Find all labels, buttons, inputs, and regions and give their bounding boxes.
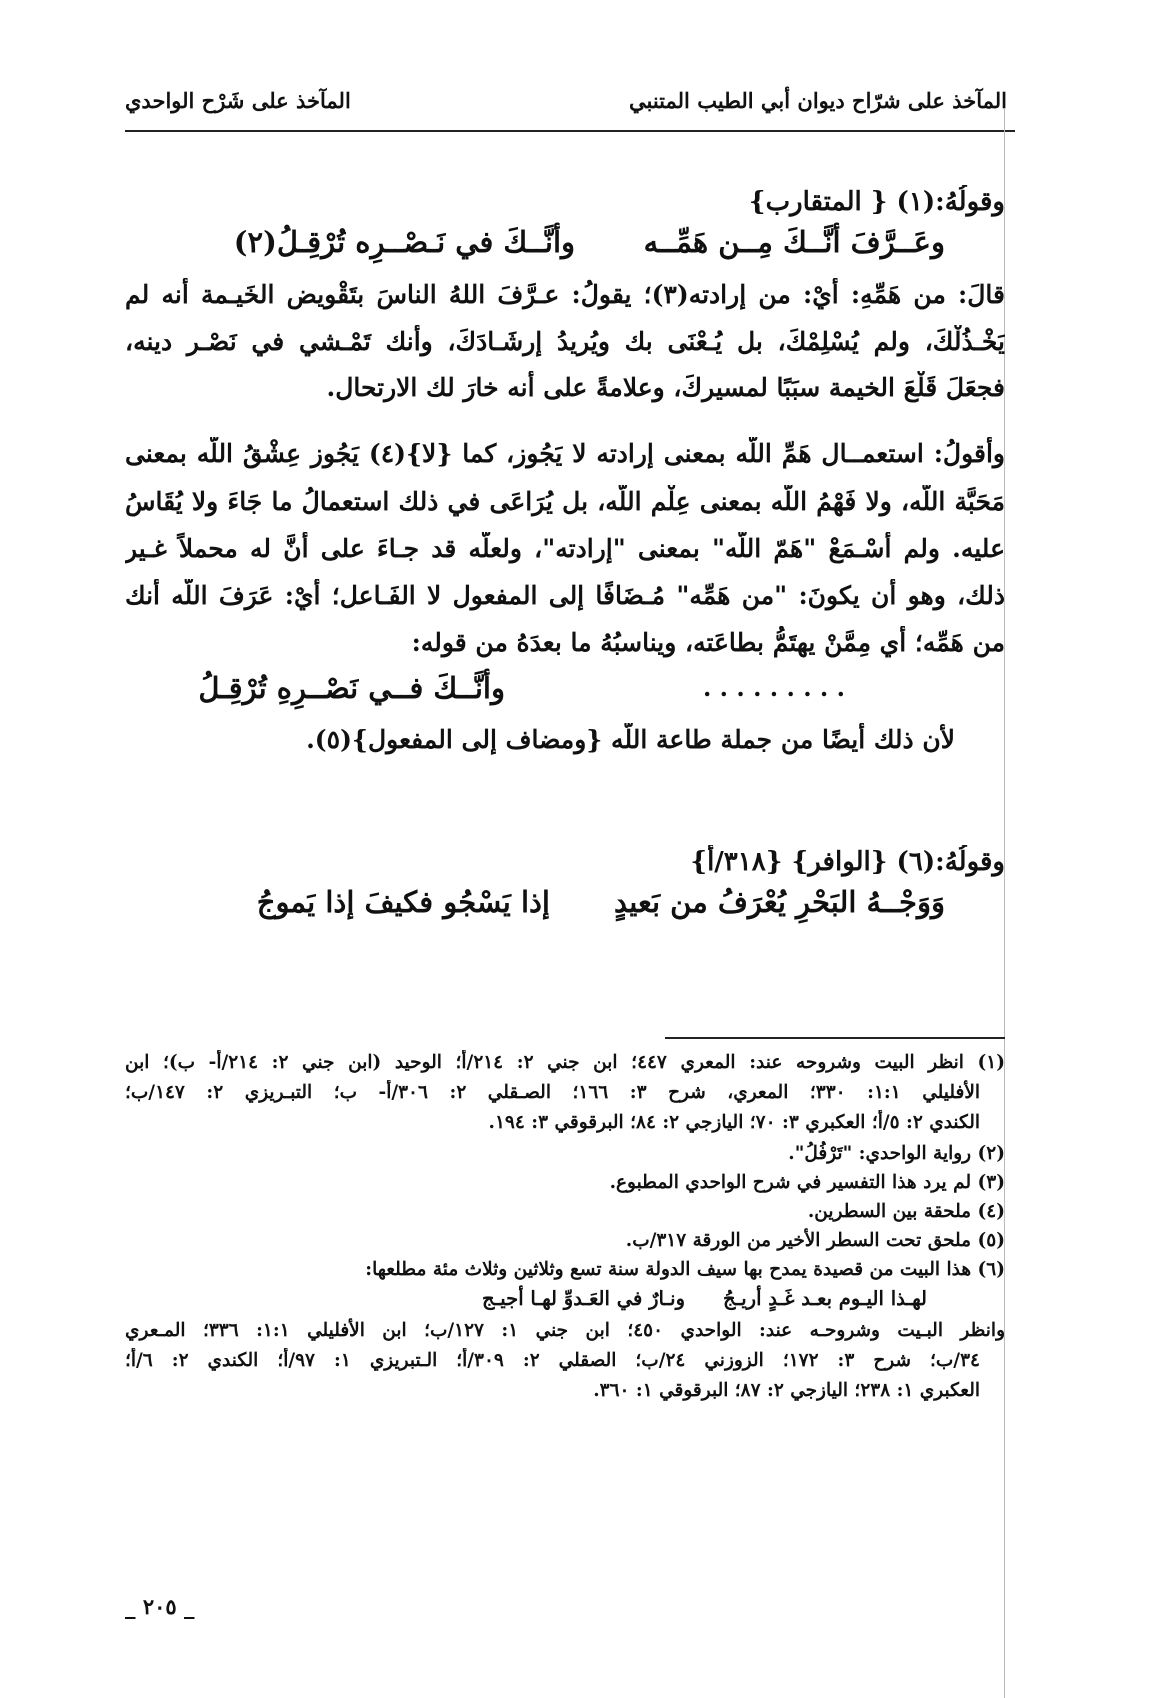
body-line: يَخْـذُلْكَ، ولم يُسْلِمْكَ، بل يُـعْنَى بك ويُريدُ إرشَـادَكَ، وأنك تَمْـشي في نَصْـر دينه، xyxy=(125,327,1005,356)
verse-1-first-hemistich: وعَــرَّفَ أنَّــكَ مِــن هَمِّــه xyxy=(643,225,945,259)
body-line: فجعَلَ قَلْعَ الخيمة سبَبًا لمسيركَ، وعلامةً على أنه خارَ لك الارتحال. xyxy=(326,373,1005,402)
footnote-6: (٦) هذا البيت من قصيدة يمدح بها سيف الدولة سنة تسع وثلاثين وثلاث مئة مطلعها: xyxy=(365,1259,1005,1280)
footnote-rule xyxy=(665,1037,1005,1039)
body-line: وأقولُ: استعمــال هَمِّ اللّه بمعنى إرادته لا يَجُوز، كما {لا}(٤) يَجُوز عِشْقُ اللّه بمعنى xyxy=(125,439,1005,468)
footnote-6-line: العكبري ١: ٢٣٨؛ اليازجي ٢: ٨٧؛ البرقوقي ١: ٣٦٠. xyxy=(593,1380,980,1401)
footnote-2: (٢) رواية الواحدي: "تَرْفُلُ". xyxy=(788,1143,1005,1164)
quoted-hemistich: وأنَّــكَ فــي نَصْــرِهِ تُرْقِـلُ xyxy=(198,671,505,705)
footnote-6-verse-first: لهـذا اليـوم بعـد غَـدٍ أريـجُ xyxy=(722,1287,927,1310)
footnote-6-line: وانظر البـيت وشروحـه عند: الواحدي ٤٥٠؛ ابن جني ١: ١٢٧/ب؛ ابن الأفليلي ١:١: ٣٣٦؛ المـعري xyxy=(125,1320,1005,1341)
section-title: المآخذ على شَرْح الواحدي xyxy=(125,88,351,113)
body-line: من هَمِّه؛ أي مِمَّنْ يهتَمُّ بطاعَته، ويناسبُهُ ما بعدَهُ من قوله: xyxy=(411,628,1005,657)
body-line: قالَ: من هَمِّهِ: أيْ: من إرادته(٣)؛ يقولُ: عـرَّفَ اللهُ الناسَ بتَقْويض الخَيـمة أنه لم xyxy=(125,280,1005,309)
body-line: عليه. ولم أسْـمَعْ "هَمّ اللّه" بمعنى "إرادته"، ولعلَّه قد جـاءَ على أنَّ له محملاً غـير xyxy=(125,534,1005,563)
page-number: _ ٢٠٥ _ xyxy=(125,1594,195,1619)
body-line: لأن ذلك أيضًا من جملة طاعة اللّه {ومضاف إلى المفعول}(٥). xyxy=(306,725,955,754)
body-line: ذلك، وهو أن يكونَ: "من هَمِّه" مُـضَافًا إلى المفعول لا الفَـاعل؛ أيْ: عَرَفَ اللّه أنك xyxy=(125,581,1005,610)
verse-2-second-hemistich: إذا يَسْجُو فكيفَ إذا يَموجُ xyxy=(256,885,550,919)
ellipsis-dots: . . . . . . . . . xyxy=(702,673,845,702)
body-line: مَحَبَّة اللّه، ولا فَهْمُ اللّه بمعنى عِلْم اللّه، بل يُرَاعَى في ذلك استعمالُ ما جَاءَ ولا يُقَاسُ xyxy=(125,487,1005,516)
footnote-6-verse-second: ونـارٌ في العَـدوِّ لهـا أجيـج xyxy=(481,1287,685,1310)
verse-intro-2: وقولُهُ:(٦) {الوافر} {٣١٨/أ} xyxy=(690,847,1005,877)
book-title: المآخذ على شرّاح ديوان أبي الطيب المتنبي xyxy=(629,88,1007,113)
footnote-3: (٣) لم يرد هذا التفسير في شرح الواحدي المطبوع. xyxy=(609,1172,1005,1193)
footnote-1-line: الأفليلي ١:١: ٣٣٠؛ المعري، شرح ٣: ١٦٦؛ الصـقلي ٢: ٣٠٦/أ- ب؛ التبـريزي ٢: ١٤٧/ب؛ xyxy=(125,1082,980,1103)
footnote-6-line: ٣٤/ب؛ شرح ٣: ١٧٢؛ الزوزني ٢٤/ب؛ الصقلي ٢: ٣٠٩/أ؛ الـتبريزي ١: ٩٧/أ؛ الكندي ٢: ٦/أ؛ xyxy=(125,1350,980,1371)
footnote-4: (٤) ملحقة بين السطرين. xyxy=(807,1201,1005,1222)
verse-1-second-hemistich: وأنَّــكَ في نَـصْــرِه تُرْقِـلُ(٢) xyxy=(233,225,575,259)
verse-2-first-hemistich: وَوَجْــهُ البَحْرِ يُعْرَفُ من بَعيدٍ xyxy=(614,885,945,919)
footnote-5: (٥) ملحق تحت السطر الأخير من الورقة ٣١٧/ب. xyxy=(625,1230,1005,1251)
footnote-1-line: الكندي ٢: ٥/أ؛ العكبري ٣: ٧٠؛ اليازجي ٢: ٨٤؛ البرقوقي ٣: ١٩٤. xyxy=(488,1112,980,1133)
header-rule xyxy=(125,130,1015,132)
running-header xyxy=(125,88,1007,128)
footnote-1-line: (١) انظر البيت وشروحه عند: المعري ٤٤٧؛ ابن جني ٢: ٢١٤/أ؛ الوحيد (ابن جني ٢: ٢١٤/أ- ب)؛ ابن xyxy=(125,1052,1005,1073)
verse-intro-1: وقولُهُ:(١) { المتقارب} xyxy=(748,187,1005,217)
